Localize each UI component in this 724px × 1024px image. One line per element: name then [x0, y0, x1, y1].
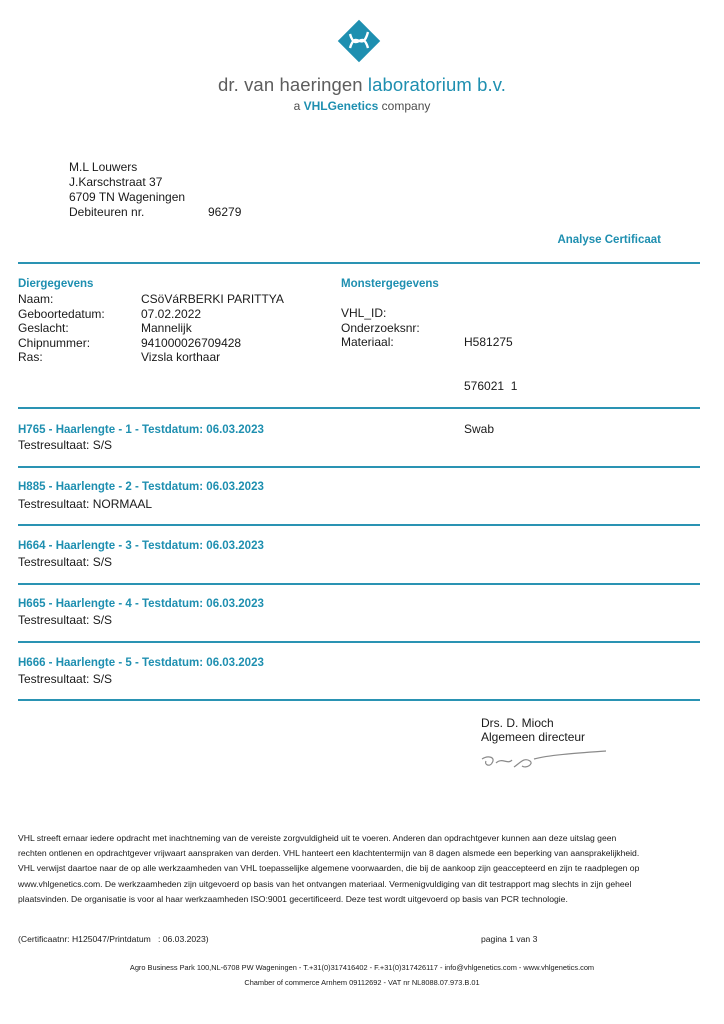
company-tagline: a VHLGenetics company [293, 99, 431, 113]
sample-label-research-nr: Onderzoeksnr: [341, 320, 420, 335]
sample-label-vhl-id: VHL_ID: [341, 306, 387, 320]
certificate-reference: (Certificaatnr: H125047/Printdatum : 06.03.2023) [18, 934, 209, 944]
page-number: pagina 1 van 3 [481, 934, 538, 944]
animal-label-chip: Chipnummer: [18, 335, 91, 350]
vhl-dna-logo-icon [336, 18, 382, 64]
divider [18, 524, 700, 526]
test-title: H666 - Haarlengte - 5 - Testdatum: 06.03.2023 [18, 657, 264, 669]
animal-label-breed: Ras: [18, 350, 43, 364]
animal-value-birthdate: 07.02.2022 [141, 306, 202, 321]
sample-label-material: Materiaal: [341, 335, 394, 349]
recipient-name: M.L Louwers [69, 160, 138, 174]
animal-value-sex: Mannelijk [141, 321, 192, 335]
footer-contact: Agro Business Park 100,NL-6708 PW Wageningen - T.+31(0)317416402 - F.+31(0)317426117 - info@vhlgenetics.com - www.vhlgenetics.com [129, 963, 595, 972]
test-title: H665 - Haarlengte - 4 - Testdatum: 06.03.2023 [18, 598, 264, 610]
recipient-city: 6709 TN Wageningen [69, 190, 186, 204]
divider [18, 641, 700, 643]
certificate-title: Analyse Certificaat [557, 234, 661, 246]
sample-value-vhl-id: H581275 [464, 335, 513, 349]
company-name: dr. van haeringen laboratorium b.v. [217, 74, 507, 95]
divider [18, 466, 700, 468]
test-title: H765 - Haarlengte - 1 - Testdatum: 06.03.2023 [18, 424, 264, 436]
legal-disclaimer: VHL streeft ernaar iedere opdracht met inachtneming van de vereiste zorgvuldigheid uit te voeren. Anderen dan opdrachtgever kunnen aan deze uitslag geen rechten ontlenen en opdrachtgever vrijwaart aanspraken van derden. VHL hanteert een klachtentermijn van 8 dagen alsmede een beperking van aansprakelijkheid. VHL verwijst daartoe naar de op alle werkzaamheden van VHL toepasselijke algemene voorwaarden, die bij de aankoop zijn geaccepteerd en zijn te raadplegen op www.vhlgenetics.com. De werkzaamheden zijn uitgevoerd op basis van het ontvangen materiaal. Vermenigvuldiging van dit testrapport mag slechts in zijn geheel plaatsvinden. De organisatie is voor al haar werkzaamheden ISO:9001 gecertificeerd. Deze test wordt uitgevoerd op basis van PCR technologie. [18, 833, 640, 904]
debtor-label: Debiteuren nr. [69, 205, 145, 219]
debtor-number: 96279 [208, 205, 242, 219]
test-result: Testresultaat: NORMAAL [18, 497, 153, 511]
animal-label-sex: Geslacht: [18, 321, 69, 335]
animal-field-labels [18, 292, 105, 365]
sample-data-heading: Monstergegevens [341, 278, 439, 290]
divider [18, 407, 700, 409]
test-result: Testresultaat: S/S [18, 613, 113, 627]
footer-registration: Chamber of commerce Arnhem 09112692 - VAT nr NL8088.07.973.B.01 [244, 978, 480, 987]
sample-value-research-nr: 576021 1 [464, 378, 518, 393]
animal-field-values [141, 292, 284, 365]
test-result: Testresultaat: S/S [18, 672, 113, 686]
sample-field-values [464, 306, 517, 451]
sample-value-material: Swab [464, 422, 495, 436]
test-result: Testresultaat: S/S [18, 438, 113, 452]
animal-label-name: Naam: [18, 292, 54, 306]
signatory-name: Drs. D. Mioch [481, 716, 554, 730]
signature-image [478, 745, 610, 775]
divider [18, 699, 700, 701]
divider [18, 262, 700, 264]
animal-data-heading: Diergegevens [18, 278, 94, 290]
sample-field-labels [341, 306, 420, 350]
animal-value-name: CSöVáRBERKI PARITTYA [141, 292, 284, 306]
test-title: H885 - Haarlengte - 2 - Testdatum: 06.03.2023 [18, 481, 264, 493]
animal-value-breed: Vizsla korthaar [141, 350, 221, 364]
recipient-street: J.Karschstraat 37 [69, 175, 163, 189]
animal-label-birthdate: Geboortedatum: [18, 306, 105, 321]
divider [18, 583, 700, 585]
signatory-role: Algemeen directeur [481, 730, 586, 744]
animal-value-chip: 941000026709428 [141, 335, 242, 350]
test-result: Testresultaat: S/S [18, 555, 113, 569]
test-title: H664 - Haarlengte - 3 - Testdatum: 06.03.2023 [18, 540, 264, 552]
